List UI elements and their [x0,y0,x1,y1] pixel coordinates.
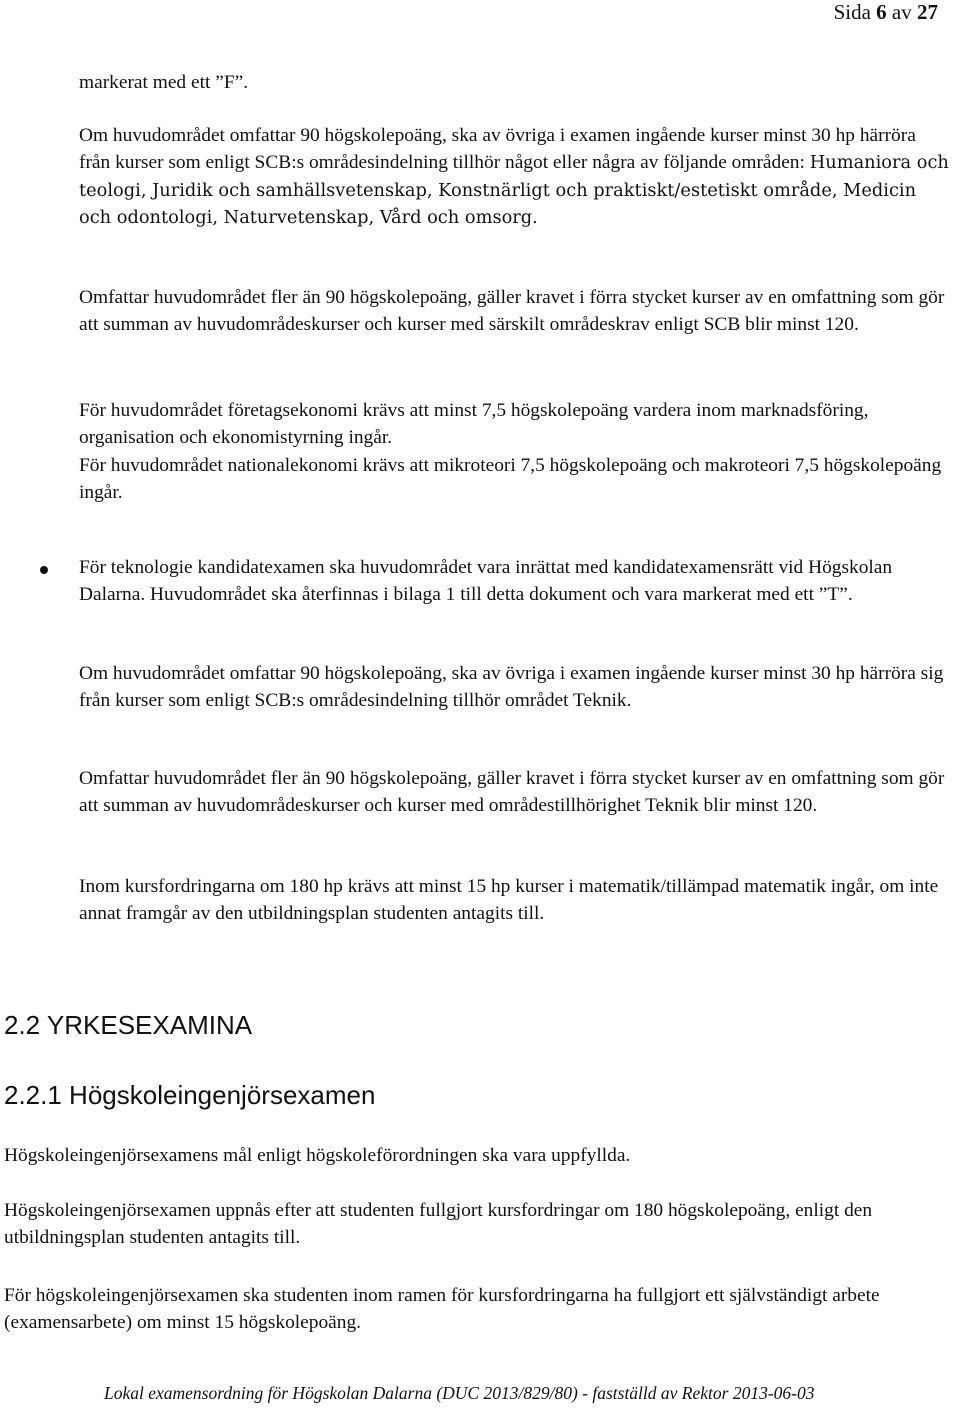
page-footer: Lokal examensordning för Högskolan Dalarna (DUC 2013/829/80) - fastställd av Rektor 2013-06-03 [104,1383,815,1403]
paragraph-technology-over-90: Omfattar huvudområdet fler än 90 högskolepoäng, gäller kravet i förra stycket kurser av en omfattning som gör att summan av huvudområdeskurser och kurser med områdestillhörighet Teknik blir minst 120. [79,768,945,817]
heading-subsection: 2.2.1 Högskoleingenjörsexamen [4,1080,376,1110]
paragraph-main-area-90-lead: Om huvudområdet omfattar 90 högskolepoäng, ska av övriga i examen ingående kurser minst 30 hp härröra från kurser som enligt SCB:s områdesindelning tillhör något eller några av följande områden: [79,125,916,174]
page-number [834,0,938,25]
paragraph-requirements: Högskoleingenjörsexamen uppnås efter att studenten fullgjort kursfordringar om 180 högskolepoäng, enligt den utbildningsplan studenten antagits till. [4,1200,873,1249]
paragraph-technology-90: Om huvudområdet omfattar 90 högskolepoäng, ska av övriga i examen ingående kurser minst 30 hp härröra sig från kurser som enligt SCB:s områdesindelning tillhör området Teknik. [79,663,944,712]
paragraph-thesis: För högskoleingenjörsexamen ska studenten inom ramen för kursfordringarna ha fullgjort ett självständigt arbete (examensarbete) om minst 15 högskolepoäng. [4,1285,880,1334]
paragraph-mathematics: Inom kursfordringarna om 180 hp krävs att minst 15 hp kurser i matematik/tillämpad matematik ingår, om inte annat framgår av den utbildningsplan studenten antagits till. [79,876,939,925]
paragraph-main-area-over-90: Omfattar huvudområdet fler än 90 högskolepoäng, gäller kravet i förra stycket kurser av en omfattning som gör att summan av huvudområdeskurser och kurser med särskilt områdeskrav enligt SCB blir minst 120. [79,287,945,336]
paragraph-main-area-90-areas: Humaniora och teologi, Juridik och samhällsvetenskap, Konstnärligt och praktiskt/estetiskt område, Medicin och odontologi, Naturvetenskap, Vård och omsorg. [79,152,949,229]
page-current: 6 [876,0,887,24]
paragraph-economics: För huvudområdet nationalekonomi krävs att mikroteori 7,5 högskolepoäng och makroteori 7,5 högskolepoäng ingår. [79,455,942,504]
page-total: 27 [917,0,938,24]
heading-section: 2.2 YRKESEXAMINA [4,1010,253,1040]
paragraph-goals: Högskoleingenjörsexamens mål enligt högskoleförordningen ska vara uppfyllda. [4,1145,631,1166]
page-separator: av [891,0,912,24]
paragraph-intro: markerat med ett ”F”. [79,72,249,93]
page-prefix: Sida [833,0,871,24]
bullet-icon [40,566,48,574]
paragraph-bullet-technology: För teknologie kandidatexamen ska huvudområdet vara inrättat med kandidatexamensrätt vid Högskolan Dalarna. Huvudområdet ska återfinnas i bilaga 1 till detta dokument och vara markerat med ett ”T”. [79,557,893,606]
paragraph-main-area-90 [79,122,951,232]
paragraph-business: För huvudområdet företagsekonomi krävs att minst 7,5 högskolepoäng vardera inom marknadsföring, organisation och ekonomistyrning ingår. [79,400,869,449]
